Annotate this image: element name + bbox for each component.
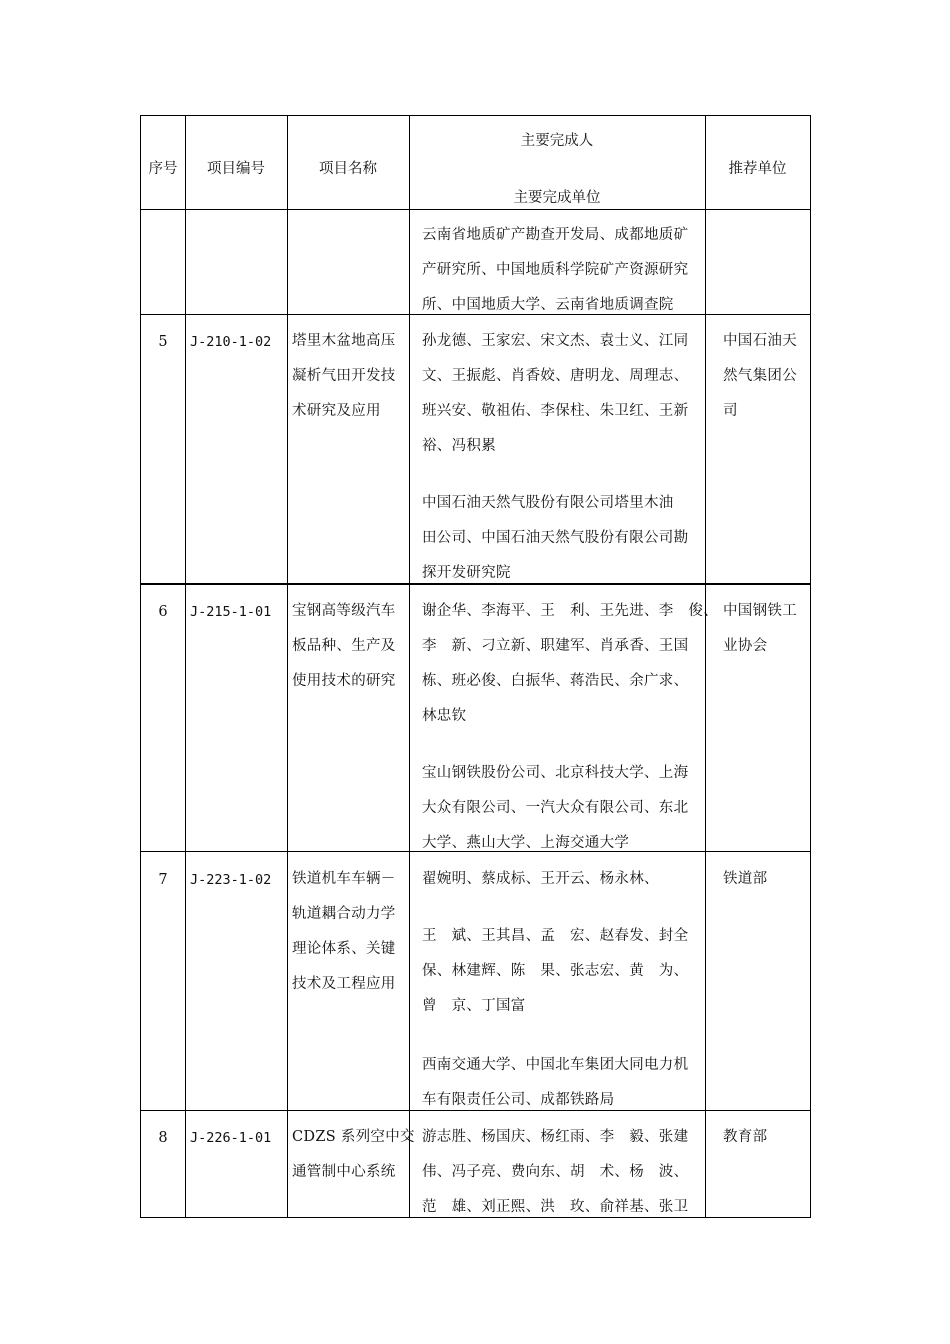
people-line: 裕、冯积累	[422, 438, 496, 454]
row-seq: 6	[158, 604, 168, 620]
row-divider	[141, 209, 810, 210]
units-line: 所、中国地质大学、云南省地质调查院	[422, 297, 674, 313]
units-line: 探开发研究院	[422, 565, 511, 581]
units-line: 大学、燕山大学、上海交通大学	[422, 835, 630, 851]
header-seq: 序号	[148, 161, 178, 177]
row-name-line: 技术及工程应用	[292, 976, 396, 992]
row-seq: 8	[158, 1130, 168, 1146]
recommender-line: 教育部	[723, 1129, 768, 1145]
recommender-line: 中国石油天	[723, 333, 797, 349]
recommender-line: 铁道部	[723, 871, 768, 887]
units-line: 中国石油天然气股份有限公司塔里木油	[422, 495, 674, 511]
row-code: J-223-1-02	[190, 872, 272, 888]
header-name: 项目名称	[319, 161, 377, 177]
people-line: 孙龙德、王家宏、宋文杰、袁士义、江同	[422, 333, 689, 349]
row-code: J-210-1-02	[190, 334, 272, 350]
people-line: 李 新、刁立新、职建军、肖承香、王国	[422, 638, 689, 654]
awards-table	[140, 115, 811, 1218]
recommender-line: 业协会	[723, 638, 768, 654]
units-line: 田公司、中国石油天然气股份有限公司勘	[422, 530, 689, 546]
units-line: 云南省地质矿产勘查开发局、成都地质矿	[422, 227, 689, 243]
row-name-line: 凝析气田开发技	[292, 368, 396, 384]
people-line: 谢企华、李海平、王 利、王先进、李 俊、	[422, 603, 718, 619]
column-divider	[409, 116, 410, 1217]
people-line: 文、王振彪、肖香姣、唐明龙、周理志、	[422, 368, 689, 384]
units-line: 西南交通大学、中国北车集团大同电力机	[422, 1057, 689, 1073]
header-code: 项目编号	[207, 161, 265, 177]
row-name-line: 理论体系、关键	[292, 941, 396, 957]
people-line: 林忠钦	[422, 708, 467, 724]
people-line: 翟婉明、蔡成标、王开云、杨永林、	[422, 871, 659, 887]
row-name-line: 板品种、生产及	[292, 638, 396, 654]
people-line: 范 雄、刘正熙、洪 玫、俞祥基、张卫	[422, 1199, 689, 1215]
units-line: 产研究所、中国地质科学院矿产资源研究	[422, 262, 689, 278]
row-name-line: 术研究及应用	[292, 403, 381, 419]
people-line: 伟、冯子亮、费向东、胡 术、杨 波、	[422, 1164, 689, 1180]
row-seq: 7	[158, 872, 168, 888]
units-line: 大众有限公司、一汽大众有限公司、东北	[422, 800, 689, 816]
people-line: 栋、班必俊、白振华、蒋浩民、余广求、	[422, 673, 689, 689]
recommender-line: 中国钢铁工	[723, 603, 797, 619]
row-name-line: 宝钢高等级汽车	[292, 603, 396, 619]
column-divider	[705, 116, 706, 1217]
people-line: 曾 京、丁国富	[422, 998, 526, 1014]
column-divider	[185, 116, 186, 1217]
people-line: 游志胜、杨国庆、杨红雨、李 毅、张建	[422, 1129, 689, 1145]
recommender-line: 然气集团公	[723, 368, 797, 384]
units-line: 车有限责任公司、成都铁路局	[422, 1092, 615, 1108]
people-line: 王 斌、王其昌、孟 宏、赵春发、封全	[422, 928, 689, 944]
header-recommender: 推荐单位	[728, 161, 787, 177]
row-name-line: 通管制中心系统	[292, 1164, 396, 1180]
row-seq: 5	[158, 334, 168, 350]
header-units: 主要完成单位	[513, 190, 601, 206]
column-divider	[287, 116, 288, 1217]
people-line: 保、林建辉、陈 果、张志宏、黄 为、	[422, 963, 689, 979]
row-name-line: 塔里木盆地高压	[292, 333, 396, 349]
row-code: J-226-1-01	[190, 1130, 272, 1146]
row-name-line: CDZS 系列空中交	[292, 1129, 415, 1145]
row-code: J-215-1-01	[190, 604, 272, 620]
row-name-line: 使用技术的研究	[292, 673, 396, 689]
people-line: 班兴安、敬祖佑、李保柱、朱卫红、王新	[422, 403, 689, 419]
header-people: 主要完成人	[520, 133, 594, 149]
row-name-line: 铁道机车车辆－	[292, 871, 396, 887]
units-line: 宝山钢铁股份公司、北京科技大学、上海	[422, 765, 689, 781]
row-name-line: 轨道耦合动力学	[292, 906, 396, 922]
recommender-line: 司	[723, 403, 738, 419]
